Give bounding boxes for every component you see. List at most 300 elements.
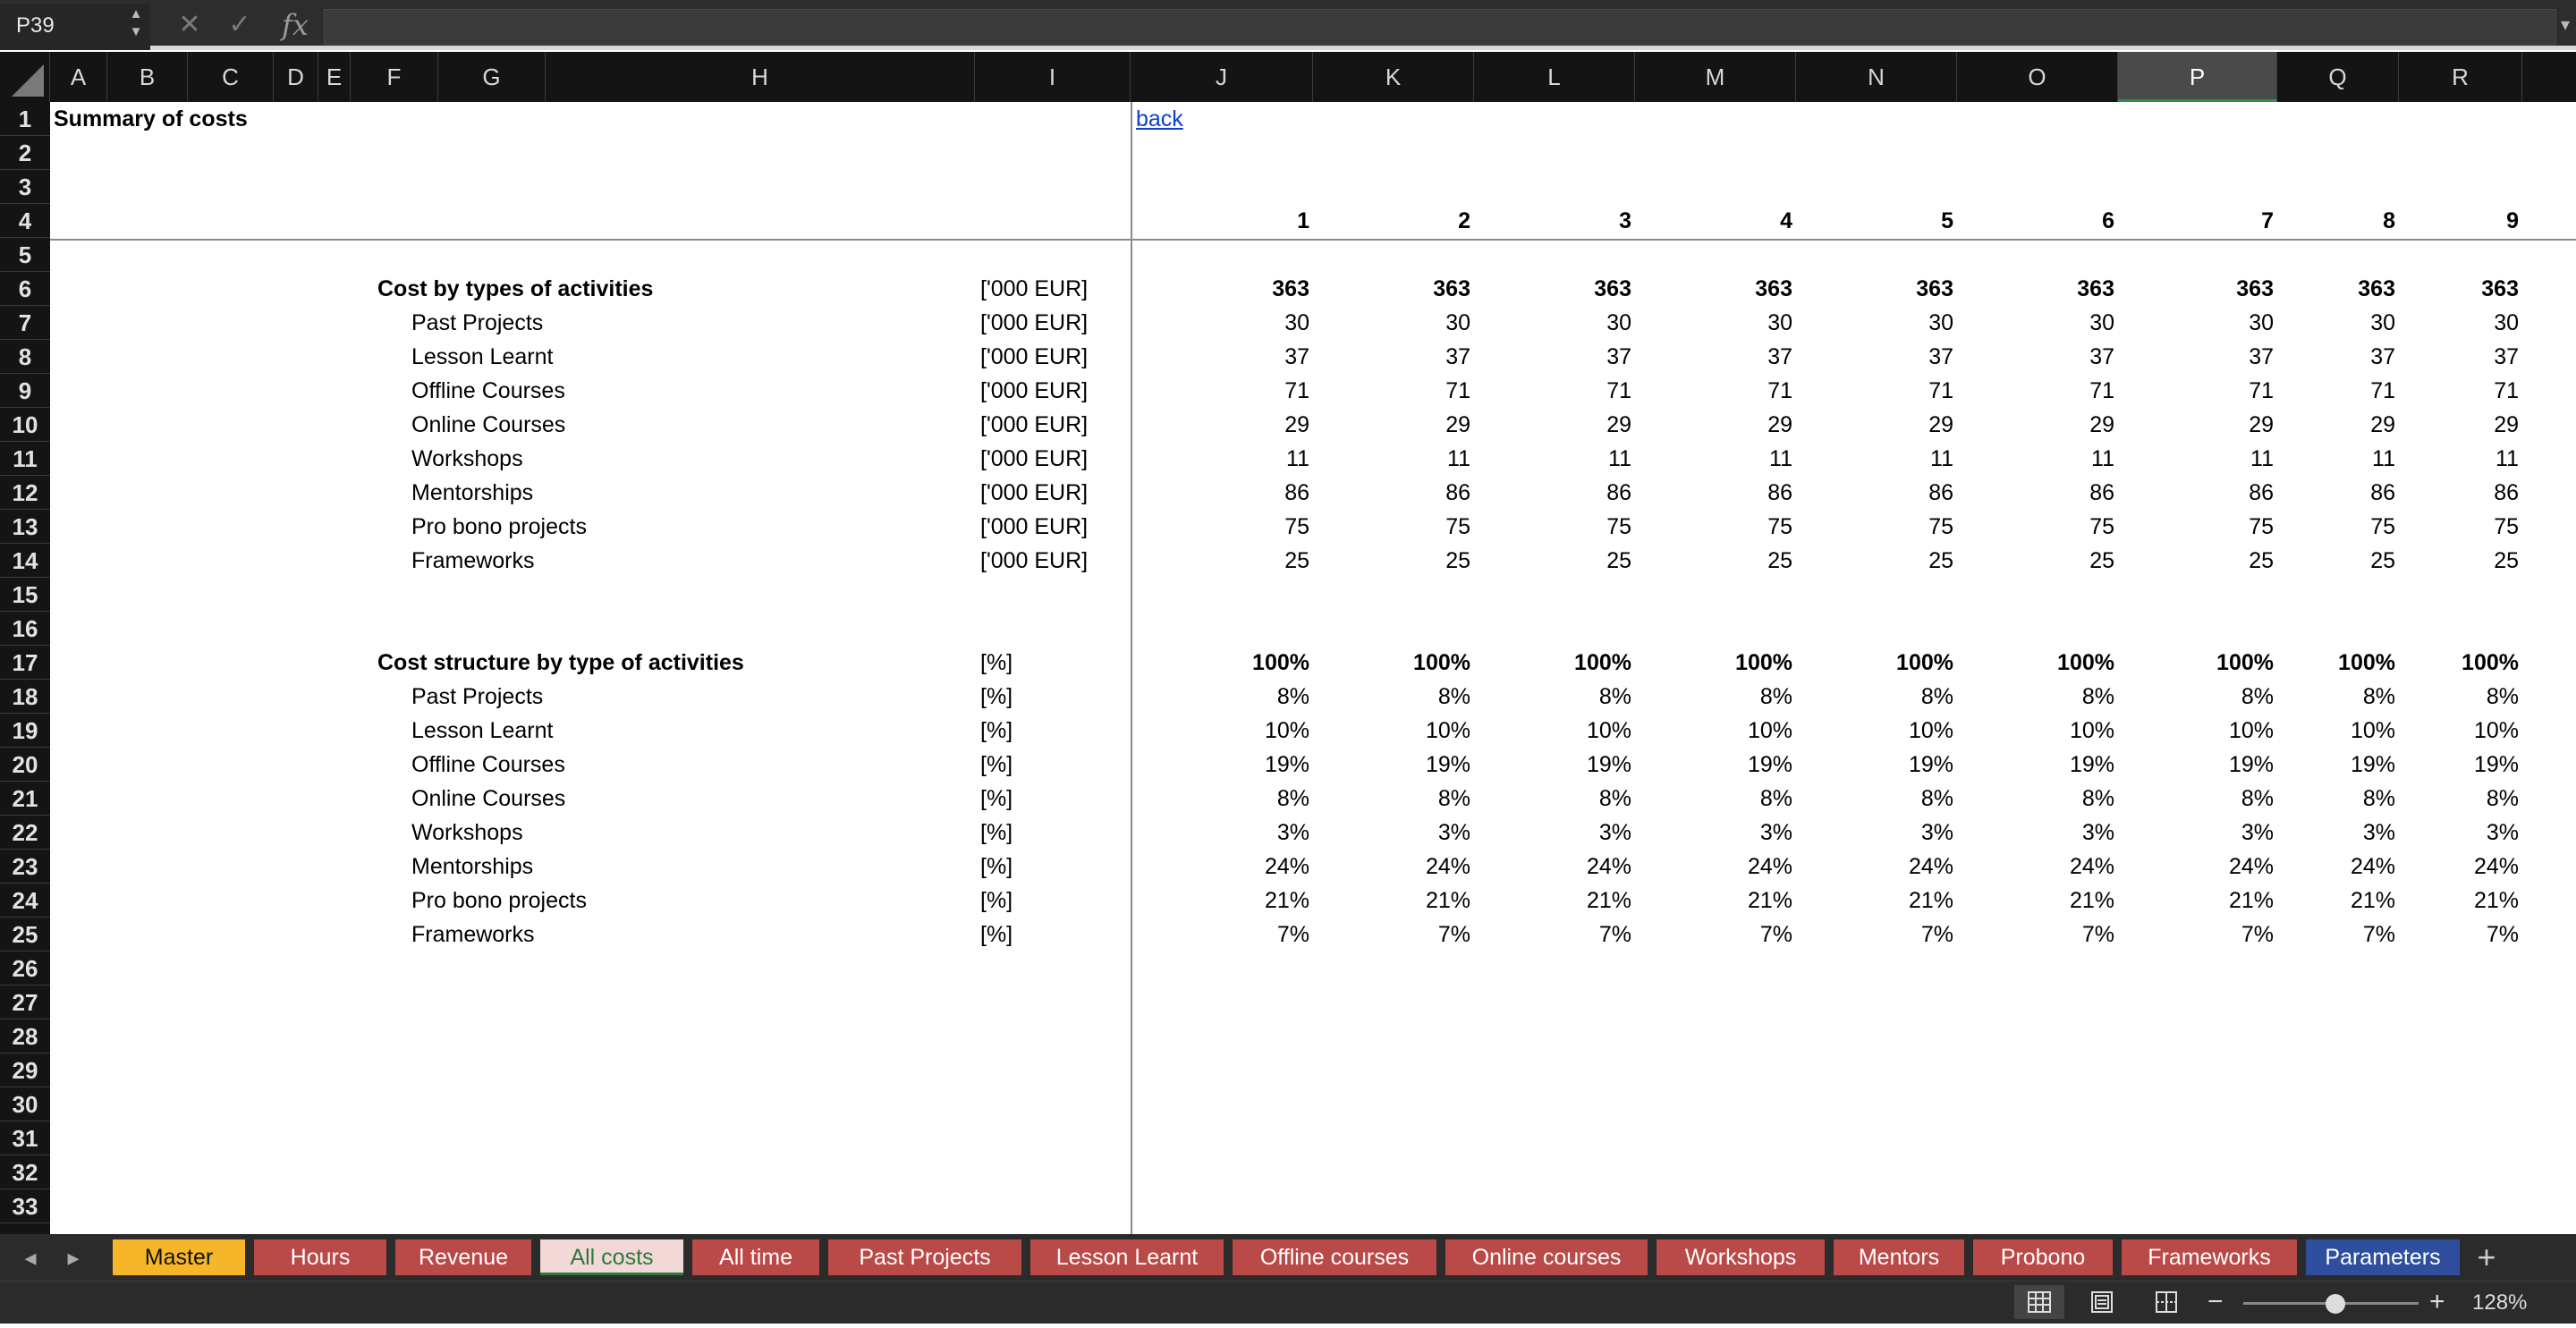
section2-item-unit: [%] [980, 922, 1013, 947]
row-header-25[interactable]: 25 [0, 918, 50, 952]
section1-value-cell: 29 [1606, 412, 1631, 437]
section1-value-cell: 37 [2249, 344, 2274, 369]
section2-value-cell: 3% [1759, 820, 1792, 845]
section1-value-cell: 30 [1767, 310, 1792, 335]
section2-value-cell: 10% [2069, 718, 2114, 743]
section2-total-cell: 100% [2216, 650, 2274, 675]
section1-value-cell: 86 [2249, 480, 2274, 505]
period-header: 4 [1780, 208, 1792, 233]
section2-value-cell: 24% [1908, 854, 1953, 879]
section2-value-cell: 19% [2069, 752, 2114, 777]
section1-value-cell: 30 [1445, 310, 1470, 335]
section1-item-unit: ['000 EUR] [980, 446, 1089, 471]
section1-value-cell: 11 [1447, 446, 1470, 471]
column-header-l[interactable]: L [1474, 52, 1635, 102]
section1-value-cell: 37 [2370, 344, 2395, 369]
page-break-view-icon[interactable] [2141, 1285, 2191, 1319]
section2-value-cell: 3% [2241, 820, 2274, 845]
tab-offline-courses[interactable]: Offline courses [1233, 1239, 1436, 1275]
section1-value-cell: 37 [2089, 344, 2114, 369]
section2-value-cell: 10% [1264, 718, 1309, 743]
section1-value-cell: 86 [1606, 480, 1631, 505]
section2-total-cell: 100% [1896, 650, 1953, 675]
section2-value-cell: 8% [1759, 786, 1792, 811]
row-header-3[interactable]: 3 [0, 170, 50, 204]
section1-value-cell: 71 [2089, 378, 2114, 403]
section2-value-cell: 21% [1908, 888, 1953, 913]
section1-value-cell: 25 [2494, 548, 2519, 573]
period-header: 1 [1297, 208, 1309, 233]
section2-value-cell: 21% [1425, 888, 1470, 913]
section2-value-cell: 10% [1747, 718, 1792, 743]
section1-value-cell: 25 [2249, 548, 2274, 573]
section1-value-cell: 25 [1606, 548, 1631, 573]
section2-item-label: Offline Courses [411, 752, 565, 777]
section1-item-label: Mentorships [411, 480, 534, 505]
section2-value-cell: 8% [1598, 684, 1631, 709]
section2-value-cell: 19% [2228, 752, 2274, 777]
column-header-a[interactable]: A [50, 52, 107, 102]
section2-item-label: Past Projects [411, 684, 544, 709]
section2-item-label: Frameworks [411, 922, 535, 947]
row-header-2[interactable]: 2 [0, 136, 50, 170]
back-link[interactable]: back [1136, 106, 1183, 131]
row-header-26[interactable]: 26 [0, 952, 50, 985]
section2-value-cell: 24% [1586, 854, 1631, 879]
section2-value-cell: 7% [1920, 922, 1953, 947]
column-header-j[interactable]: J [1131, 52, 1313, 102]
section1-item-unit: ['000 EUR] [980, 310, 1089, 335]
section2-value-cell: 8% [1920, 786, 1953, 811]
section2-value-cell: 7% [1598, 922, 1631, 947]
section2-value-cell: 8% [2362, 786, 2395, 811]
section1-value-cell: 11 [1286, 446, 1309, 471]
tab-all-costs[interactable]: All costs [540, 1239, 683, 1275]
column-header-g[interactable]: G [438, 52, 546, 102]
section2-value-cell: 24% [1425, 854, 1470, 879]
row-header-29[interactable]: 29 [0, 1053, 50, 1087]
tab-scroll-left-icon[interactable]: ◂ [24, 1244, 37, 1271]
section1-value-cell: 29 [2370, 412, 2395, 437]
section1-total-cell: 363 [2236, 276, 2274, 301]
tab-all-time[interactable]: All time [692, 1239, 819, 1275]
section1-item-unit: ['000 EUR] [980, 412, 1089, 437]
section1-value-cell: 37 [1284, 344, 1309, 369]
section2-value-cell: 8% [1920, 684, 1953, 709]
tab-probono[interactable]: Probono [1973, 1239, 2113, 1275]
section2-value-cell: 21% [2069, 888, 2114, 913]
section1-total-cell: 363 [2358, 276, 2395, 301]
section2-value-cell: 7% [1276, 922, 1309, 947]
section2-value-cell: 24% [2069, 854, 2114, 879]
column-header-f[interactable]: F [351, 52, 438, 102]
section1-value-cell: 25 [1928, 548, 1953, 573]
section1-value-cell: 86 [2370, 480, 2395, 505]
section2-value-cell: 7% [1759, 922, 1792, 947]
tab-scroll-right-icon[interactable]: ▸ [67, 1244, 80, 1271]
section2-item-label: Online Courses [411, 786, 566, 811]
column-header-m[interactable]: M [1635, 52, 1796, 102]
section2-value-cell: 8% [2241, 786, 2274, 811]
row-header-27[interactable]: 27 [0, 985, 50, 1019]
section1-value-cell: 30 [2249, 310, 2274, 335]
tab-master[interactable]: Master [113, 1239, 245, 1275]
row-header-6[interactable]: 6 [0, 272, 50, 306]
section1-value-cell: 86 [2494, 480, 2519, 505]
section2-value-cell: 8% [2486, 684, 2519, 709]
section1-value-cell: 29 [1928, 412, 1953, 437]
section2-item-unit: [%] [980, 820, 1013, 845]
freeze-pane-vertical-divider [1131, 102, 1132, 1234]
sheet-tab-bar [0, 1234, 2576, 1281]
section1-value-cell: 29 [2089, 412, 2114, 437]
section1-value-cell: 71 [1767, 378, 1792, 403]
section1-total-cell: 363 [1594, 276, 1631, 301]
section2-value-cell: 8% [2081, 786, 2114, 811]
section1-value-cell: 75 [2494, 514, 2519, 539]
section1-value-cell: 25 [1767, 548, 1792, 573]
section1-value-cell: 30 [1606, 310, 1631, 335]
section1-value-cell: 30 [1284, 310, 1309, 335]
section2-total-cell: 100% [1252, 650, 1309, 675]
section1-item-label: Online Courses [411, 412, 566, 437]
section2-item-unit: [%] [980, 718, 1013, 743]
column-header-h[interactable]: H [546, 52, 975, 102]
formula-bar [0, 0, 2576, 50]
enter-icon[interactable]: ✓ [228, 10, 251, 39]
section1-value-cell: 11 [2091, 446, 2114, 471]
tab-revenue[interactable]: Revenue [395, 1239, 531, 1275]
tab-lesson-learnt[interactable]: Lesson Learnt [1030, 1239, 1224, 1275]
sheet-grid[interactable] [50, 102, 2576, 1234]
section2-value-cell: 19% [1586, 752, 1631, 777]
column-header-r[interactable]: R [2399, 52, 2522, 102]
section1-item-label: Frameworks [411, 548, 535, 573]
section1-value-cell: 29 [1767, 412, 1792, 437]
section1-item-label: Pro bono projects [411, 514, 587, 539]
section1-value-cell: 11 [1608, 446, 1631, 471]
section1-value-cell: 71 [2249, 378, 2274, 403]
section2-value-cell: 21% [2350, 888, 2395, 913]
section2-value-cell: 8% [2081, 684, 2114, 709]
section1-item-unit: ['000 EUR] [980, 378, 1089, 403]
zoom-level[interactable]: 128% [2472, 1290, 2528, 1315]
row-header-17[interactable]: 17 [0, 646, 50, 680]
period-header: 8 [2383, 208, 2395, 233]
section2-item-unit: [%] [980, 786, 1013, 811]
section1-value-cell: 75 [1767, 514, 1792, 539]
formula-input[interactable] [324, 9, 2556, 45]
section2-item-unit: [%] [980, 888, 1013, 913]
period-header: 5 [1941, 208, 1953, 233]
section2-value-cell: 8% [2486, 786, 2519, 811]
section1-value-cell: 29 [1445, 412, 1470, 437]
section1-value-cell: 30 [2089, 310, 2114, 335]
section2-value-cell: 10% [2473, 718, 2519, 743]
section1-value-cell: 37 [1928, 344, 1953, 369]
page-layout-view-icon[interactable] [2077, 1285, 2127, 1319]
period-header: 3 [1619, 208, 1631, 233]
section2-value-cell: 21% [1586, 888, 1631, 913]
row-header-12[interactable]: 12 [0, 476, 50, 510]
zoom-in-button[interactable]: + [2429, 1287, 2445, 1316]
section2-item-label: Pro bono projects [411, 888, 587, 913]
status-bar [0, 1281, 2576, 1324]
section2-value-cell: 3% [2081, 820, 2114, 845]
section1-value-cell: 29 [1284, 412, 1309, 437]
section2-value-cell: 8% [1437, 786, 1470, 811]
section2-value-cell: 19% [1425, 752, 1470, 777]
section1-value-cell: 71 [1606, 378, 1631, 403]
row-header-8[interactable]: 8 [0, 340, 50, 374]
section1-unit: ['000 EUR] [980, 276, 1089, 301]
row-header-18[interactable]: 18 [0, 680, 50, 714]
section2-value-cell: 21% [2473, 888, 2519, 913]
row-header-22[interactable]: 22 [0, 816, 50, 850]
section1-value-cell: 75 [2249, 514, 2274, 539]
section1-total-cell: 363 [1755, 276, 1792, 301]
section2-item-unit: [%] [980, 854, 1013, 879]
row-header-14[interactable]: 14 [0, 544, 50, 578]
row-header-24[interactable]: 24 [0, 884, 50, 918]
section2-value-cell: 21% [2228, 888, 2274, 913]
row-header-32[interactable]: 32 [0, 1155, 50, 1189]
section2-value-cell: 24% [2473, 854, 2519, 879]
tab-workshops[interactable]: Workshops [1657, 1239, 1825, 1275]
add-sheet-button[interactable]: + [2477, 1239, 2496, 1275]
section2-item-unit: [%] [980, 684, 1013, 709]
column-header-o[interactable]: O [1957, 52, 2118, 102]
row-header-23[interactable]: 23 [0, 850, 50, 884]
section1-value-cell: 86 [1928, 480, 1953, 505]
section2-value-cell: 7% [2081, 922, 2114, 947]
column-header-d[interactable]: D [274, 52, 318, 102]
section2-value-cell: 8% [1276, 684, 1309, 709]
section2-value-cell: 10% [2228, 718, 2274, 743]
section1-item-label: Past Projects [411, 310, 544, 335]
section1-item-unit: ['000 EUR] [980, 480, 1089, 505]
row-header-20[interactable]: 20 [0, 748, 50, 782]
section2-value-cell: 3% [2362, 820, 2395, 845]
section1-value-cell: 86 [1445, 480, 1470, 505]
column-header-i[interactable]: I [975, 52, 1131, 102]
section1-item-unit: ['000 EUR] [980, 344, 1089, 369]
section2-total-cell: 100% [1413, 650, 1470, 675]
section2-value-cell: 8% [1276, 786, 1309, 811]
period-header: 7 [2261, 208, 2274, 233]
section1-value-cell: 75 [1284, 514, 1309, 539]
section1-value-cell: 25 [1445, 548, 1470, 573]
section1-item-unit: ['000 EUR] [980, 548, 1089, 573]
column-header-e[interactable]: E [318, 52, 351, 102]
section2-value-cell: 8% [2362, 684, 2395, 709]
row-header-10[interactable]: 10 [0, 408, 50, 442]
section2-value-cell: 21% [1747, 888, 1792, 913]
section2-value-cell: 24% [1747, 854, 1792, 879]
section1-value-cell: 29 [2249, 412, 2274, 437]
section1-value-cell: 71 [2370, 378, 2395, 403]
section2-value-cell: 10% [1908, 718, 1953, 743]
sheet-title: Summary of costs [54, 106, 248, 131]
section1-value-cell: 75 [2089, 514, 2114, 539]
row-header-33[interactable]: 33 [0, 1189, 50, 1223]
section2-value-cell: 8% [1598, 786, 1631, 811]
row-header-21[interactable]: 21 [0, 782, 50, 816]
section2-total-cell: 100% [1574, 650, 1631, 675]
section2-total-cell: 100% [1735, 650, 1792, 675]
section2-value-cell: 3% [2486, 820, 2519, 845]
section2-unit: [%] [980, 650, 1013, 675]
section2-value-cell: 8% [1759, 684, 1792, 709]
tab-mentors[interactable]: Mentors [1834, 1239, 1964, 1275]
section2-value-cell: 19% [1264, 752, 1309, 777]
row-header-31[interactable]: 31 [0, 1121, 50, 1155]
section2-value-cell: 24% [1264, 854, 1309, 879]
section2-value-cell: 21% [1264, 888, 1309, 913]
section1-value-cell: 86 [1284, 480, 1309, 505]
section2-value-cell: 7% [1437, 922, 1470, 947]
row-header-28[interactable]: 28 [0, 1019, 50, 1053]
section1-value-cell: 25 [2089, 548, 2114, 573]
section1-total-cell: 363 [1272, 276, 1309, 301]
section2-value-cell: 24% [2228, 854, 2274, 879]
row-header-11[interactable]: 11 [0, 442, 50, 476]
section1-value-cell: 25 [1284, 548, 1309, 573]
section1-value-cell: 75 [2370, 514, 2395, 539]
row-header-5[interactable]: 5 [0, 238, 50, 272]
section2-value-cell: 3% [1276, 820, 1309, 845]
section1-total-cell: 363 [2077, 276, 2114, 301]
section1-value-cell: 37 [1767, 344, 1792, 369]
chevron-down-icon[interactable]: ▾ [2560, 15, 2571, 35]
section1-value-cell: 25 [2370, 548, 2395, 573]
section1-value-cell: 86 [1767, 480, 1792, 505]
section1-value-cell: 30 [1928, 310, 1953, 335]
tab-frameworks[interactable]: Frameworks [2122, 1239, 2297, 1275]
row-header-4[interactable]: 4 [0, 204, 50, 238]
section1-value-cell: 11 [2496, 446, 2519, 471]
tab-parameters[interactable]: Parameters [2306, 1239, 2460, 1275]
section1-value-cell: 37 [1445, 344, 1470, 369]
section2-value-cell: 3% [1437, 820, 1470, 845]
section1-value-cell: 37 [1606, 344, 1631, 369]
row-header-bar [0, 102, 50, 1234]
section2-value-cell: 10% [1425, 718, 1470, 743]
period-header: 2 [1458, 208, 1470, 233]
section1-title: Cost by types of activities [377, 276, 654, 301]
section1-item-label: Workshops [411, 446, 523, 471]
section2-value-cell: 7% [2241, 922, 2274, 947]
freeze-pane-horizontal-divider [50, 239, 2576, 241]
section1-value-cell: 75 [1445, 514, 1470, 539]
section2-value-cell: 3% [1920, 820, 1953, 845]
name-box-stepper-icon[interactable]: ▲ ▼ [129, 6, 143, 39]
name-box-value: P39 [16, 13, 55, 38]
cancel-icon[interactable]: ✕ [178, 10, 201, 39]
section2-item-unit: [%] [980, 752, 1013, 777]
column-header-q[interactable]: Q [2277, 52, 2399, 102]
section2-item-label: Lesson Learnt [411, 718, 554, 743]
section2-total-cell: 100% [2462, 650, 2519, 675]
section2-value-cell: 8% [2241, 684, 2274, 709]
section2-value-cell: 19% [1908, 752, 1953, 777]
section2-value-cell: 19% [1747, 752, 1792, 777]
section1-value-cell: 11 [2372, 446, 2395, 471]
section2-total-cell: 100% [2057, 650, 2114, 675]
column-header-p[interactable]: P [2118, 52, 2277, 102]
function-icon[interactable]: fx [282, 8, 309, 42]
zoom-slider-thumb[interactable] [2326, 1294, 2345, 1314]
section1-total-cell: 363 [2481, 276, 2519, 301]
section2-value-cell: 10% [2350, 718, 2395, 743]
row-header-13[interactable]: 13 [0, 510, 50, 544]
section2-item-label: Mentorships [411, 854, 534, 879]
section1-value-cell: 30 [2494, 310, 2519, 335]
section2-value-cell: 7% [2362, 922, 2395, 947]
column-header-n[interactable]: N [1796, 52, 1957, 102]
period-header: 6 [2102, 208, 2114, 233]
column-header-b[interactable]: B [107, 52, 188, 102]
section1-item-label: Offline Courses [411, 378, 565, 403]
row-header-9[interactable]: 9 [0, 374, 50, 408]
tab-online-courses[interactable]: Online courses [1445, 1239, 1648, 1275]
section1-item-label: Lesson Learnt [411, 344, 554, 369]
section2-value-cell: 24% [2350, 854, 2395, 879]
section1-value-cell: 30 [2370, 310, 2395, 335]
row-header-1[interactable]: 1 [0, 102, 50, 136]
section2-value-cell: 8% [1437, 684, 1470, 709]
period-header: 9 [2506, 208, 2519, 233]
row-header-7[interactable]: 7 [0, 306, 50, 340]
section1-value-cell: 75 [1606, 514, 1631, 539]
section2-title: Cost structure by type of activities [377, 650, 744, 675]
section1-value-cell: 11 [1769, 446, 1792, 471]
section1-value-cell: 37 [2494, 344, 2519, 369]
section1-value-cell: 29 [2494, 412, 2519, 437]
tab-hours[interactable]: Hours [254, 1239, 386, 1275]
section1-value-cell: 75 [1928, 514, 1953, 539]
normal-view-icon[interactable] [2014, 1285, 2064, 1319]
section1-value-cell: 86 [2089, 480, 2114, 505]
zoom-out-button[interactable]: − [2207, 1287, 2224, 1316]
section2-value-cell: 3% [1598, 820, 1631, 845]
section1-total-cell: 363 [1916, 276, 1953, 301]
column-header-bar [0, 52, 2576, 102]
section1-total-cell: 363 [1433, 276, 1470, 301]
section1-value-cell: 11 [1930, 446, 1953, 471]
column-header-k[interactable]: K [1313, 52, 1474, 102]
section2-value-cell: 10% [1586, 718, 1631, 743]
section1-item-unit: ['000 EUR] [980, 514, 1089, 539]
row-header-30[interactable]: 30 [0, 1087, 50, 1121]
section2-value-cell: 19% [2350, 752, 2395, 777]
section1-value-cell: 71 [2494, 378, 2519, 403]
row-header-15[interactable]: 15 [0, 578, 50, 612]
column-header-c[interactable]: C [188, 52, 274, 102]
section2-value-cell: 19% [2473, 752, 2519, 777]
section2-item-label: Workshops [411, 820, 523, 845]
section1-value-cell: 11 [2250, 446, 2274, 471]
select-all-button[interactable] [0, 52, 50, 102]
section2-total-cell: 100% [2338, 650, 2395, 675]
tab-past-projects[interactable]: Past Projects [828, 1239, 1021, 1275]
row-header-16[interactable]: 16 [0, 612, 50, 646]
row-header-19[interactable]: 19 [0, 714, 50, 748]
section1-value-cell: 71 [1445, 378, 1470, 403]
section1-value-cell: 71 [1928, 378, 1953, 403]
section1-value-cell: 71 [1284, 378, 1309, 403]
section2-value-cell: 7% [2486, 922, 2519, 947]
